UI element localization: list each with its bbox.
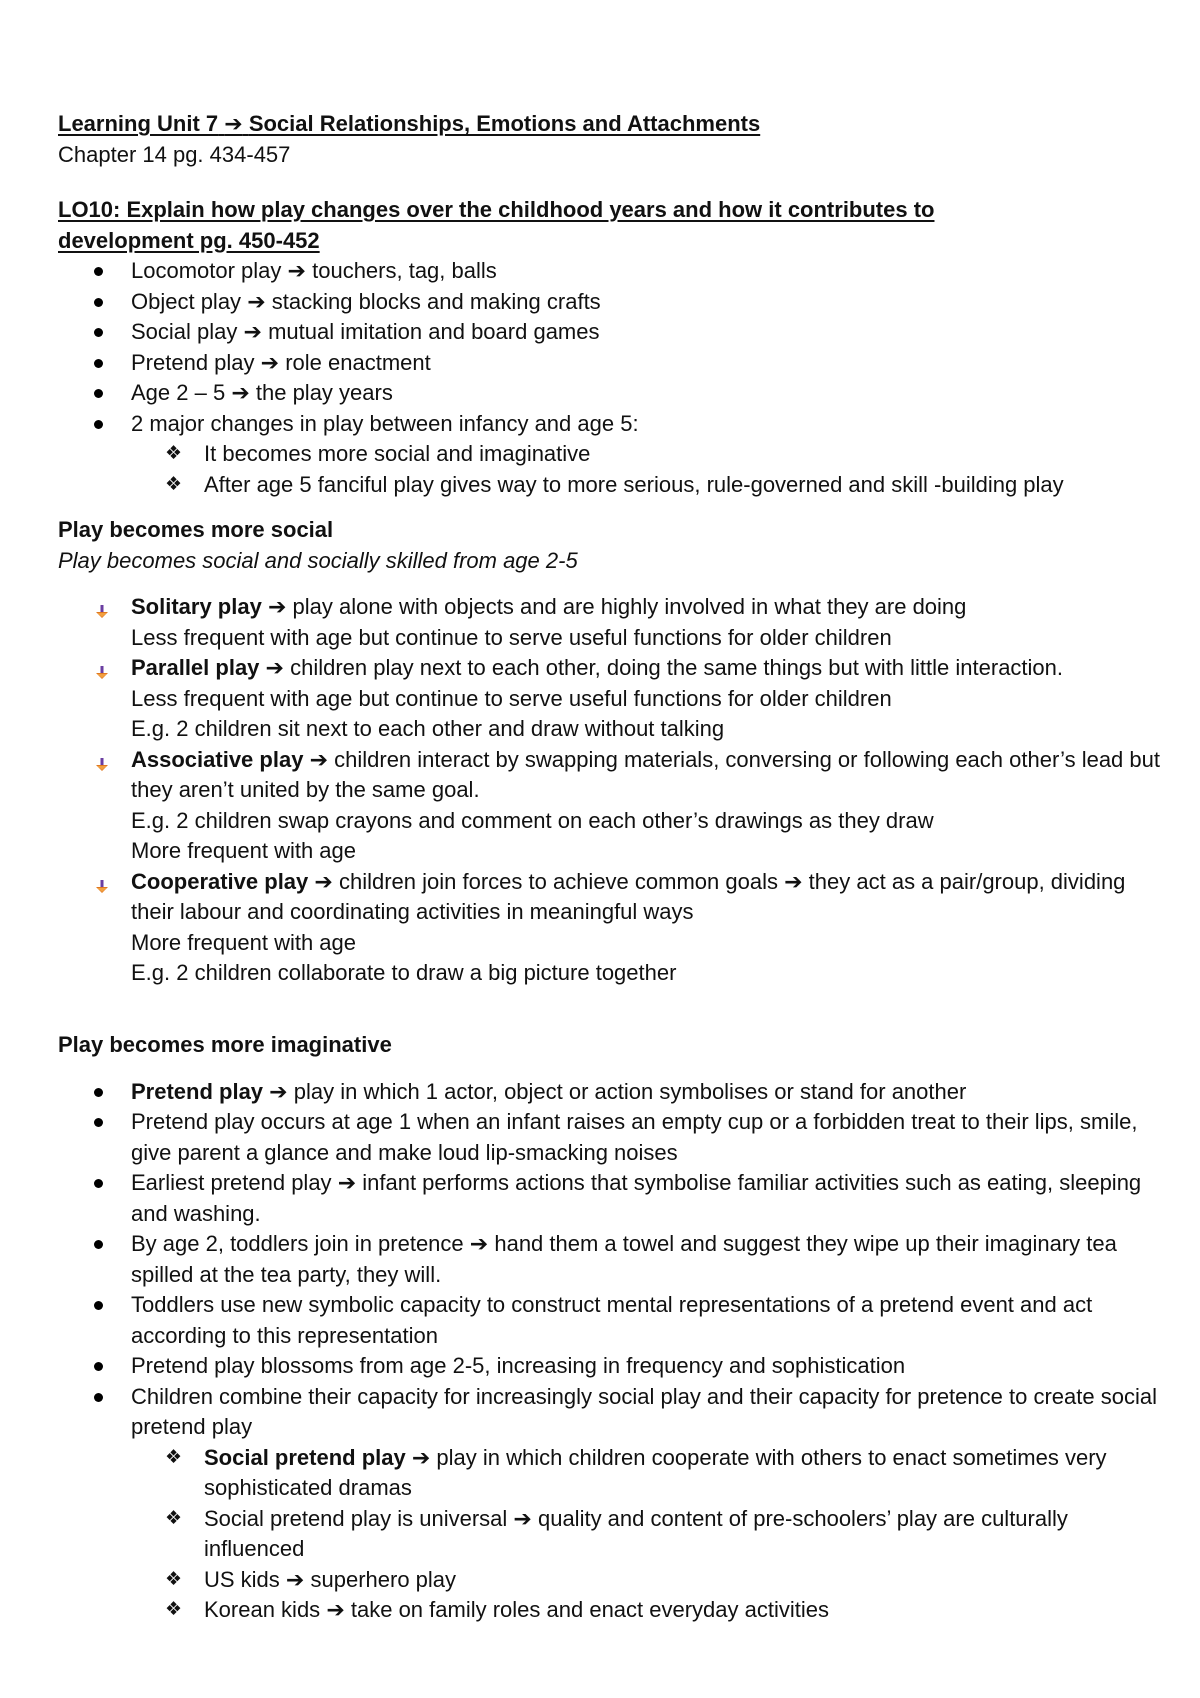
list-item: ❖ US kids ➔ superhero play	[58, 1565, 1168, 1596]
section-heading: Play becomes more imaginative	[58, 1032, 392, 1057]
list-item: Toddlers use new symbolic capacity to construct mental representations of a pretend event and act according to this representation	[58, 1290, 1168, 1351]
section-heading: Play becomes more social	[58, 517, 334, 542]
list-item: Pretend play ➔ role enactment	[58, 348, 1168, 379]
list-item: ❖ Korean kids ➔ take on family roles and enact everyday activities	[58, 1595, 1168, 1626]
arrow-bullet-icon	[94, 873, 110, 904]
list-item: Earliest pretend play ➔ infant performs actions that symbolise familiar activities such as eating, sleeping and washing.	[58, 1168, 1168, 1229]
diamond-bullet-icon: ❖	[165, 443, 183, 464]
social-section	[58, 515, 1168, 989]
list-item: Solitary play ➔ play alone with objects and are highly involved in what they are doing Less frequent with age but continue to serve useful functions for older children	[58, 592, 1168, 653]
list-item: Locomotor play ➔ touchers, tag, balls	[58, 256, 1168, 287]
lo10-sublist	[58, 439, 1168, 500]
diamond-bullet-icon: ❖	[165, 1507, 183, 1529]
arrow-bullet-icon	[94, 751, 110, 782]
lo10-list	[58, 256, 1168, 439]
list-item: Associative play ➔ children interact by swapping materials, conversing or following each other’s lead but they aren’t united by the same goal. E.g. 2 children swap crayons and comment on each other’s drawings as they draw More frequent with age	[58, 745, 1168, 867]
list-item: ❖ After age 5 fanciful play gives way to more serious, rule-governed and skill -building play	[58, 470, 1168, 501]
list-item: ❖ It becomes more social and imaginative	[58, 439, 1168, 470]
lo10-heading: LO10: Explain how play changes over the childhood years and how it contributes to development pg. 450-452	[58, 197, 935, 253]
list-item: ❖ Social pretend play is universal ➔ quality and content of pre-schoolers’ play are culturally influenced	[165, 1505, 1068, 1561]
list-item: Pretend play blossoms from age 2-5, increasing in frequency and sophistication	[58, 1351, 1168, 1382]
arrow-bullet-icon	[94, 598, 110, 629]
list-item: 2 major changes in play between infancy and age 5:	[58, 409, 1168, 440]
imaginative-list	[58, 1077, 1168, 1443]
list-item: Age 2 – 5 ➔ the play years	[58, 378, 1168, 409]
list-item: Pretend play ➔ play in which 1 actor, object or action symbolises or stand for another	[58, 1077, 1168, 1108]
list-item: By age 2, toddlers join in pretence ➔ hand them a towel and suggest they wipe up their imaginary tea spilled at the tea party, they will.	[58, 1229, 1168, 1290]
diamond-bullet-icon: ❖	[165, 1599, 183, 1620]
unit-title: Learning Unit 7 ➔ Social Relationships, Emotions and Attachments	[58, 111, 761, 136]
diamond-bullet-icon: ❖	[165, 473, 183, 495]
title-block	[58, 109, 1168, 170]
arrow-bullet-icon	[94, 659, 110, 690]
chapter-ref: Chapter 14 pg. 434-457	[58, 141, 291, 167]
list-item: Social play ➔ mutual imitation and board games	[58, 317, 1168, 348]
list-item: Pretend play occurs at age 1 when an infant raises an empty cup or a forbidden treat to their lips, smile, give parent a glance and make loud lip-smacking noises	[58, 1107, 1168, 1168]
diamond-bullet-icon: ❖	[165, 1446, 183, 1468]
list-item: Parallel play ➔ children play next to each other, doing the same things but with little interaction. Less frequent with age but continue to serve useful functions for older children E.g. 2 children sit next to each other and draw without talking	[58, 653, 1168, 745]
social-list	[58, 592, 1168, 989]
list-item: Children combine their capacity for increasingly social play and their capacity for pretence to create social pretend play	[58, 1382, 1168, 1443]
diamond-bullet-icon: ❖	[165, 1568, 183, 1590]
list-item: Cooperative play ➔ children join forces to achieve common goals ➔ they act as a pair/group, dividing their labour and coordinating activities in meaningful ways More frequent with age E.g. 2 children collaborate to draw a big picture together	[58, 867, 1168, 989]
lo10-section	[58, 195, 1168, 500]
list-item: Object play ➔ stacking blocks and making crafts	[58, 287, 1168, 318]
section-subheading: Play becomes social and socially skilled from age 2-5	[58, 547, 578, 573]
list-item: ❖ Social pretend play ➔ play in which children cooperate with others to enact sometimes very sophisticated dramas	[165, 1444, 1107, 1500]
imaginative-sublist	[58, 1443, 1168, 1626]
imaginative-section	[58, 1030, 1168, 1626]
